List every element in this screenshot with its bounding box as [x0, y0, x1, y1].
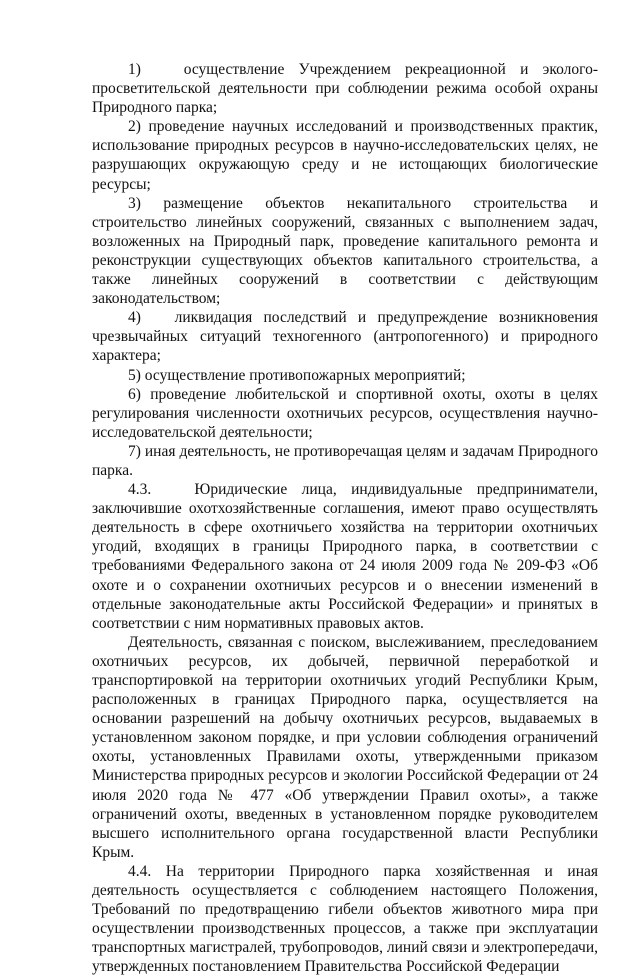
paragraph-item-6: 6) проведение любительской и спортивной охоты, охоты в целях регулирования численности охотничьих ресурсов, осуществления научно-исследовательской деятельности;: [92, 385, 598, 441]
paragraph-item-2: 2) проведение научных исследований и производственных практик, использование природных ресурсов в научно-исследовательских целях, не разрушающих окружающую среду и не истощающих биологические ресурсы;: [92, 118, 598, 193]
paragraph-4-4: 4.4. На территории Природного парка хозяйственная и иная деятельность осуществляется с соблюдением настоящего Положения, Требований по предотвращению гибели объектов животного мира при осуществлении производственных процессов, а также при эксплуатации транспортных магистралей, трубопроводов, линий связи и электропередачи, утвержденных постановлением Правительства Российской Федерации: [92, 862, 598, 976]
paragraph-item-7: 7) иная деятельность, не противоречащая целям и задачам Природного парка.: [92, 442, 598, 479]
paragraph-item-4: 4) ликвидация последствий и предупреждение возникновения чрезвычайных ситуаций техногенного (антропогенного) и природного характера;: [92, 309, 598, 365]
paragraph-4-3: 4.3. Юридические лица, индивидуальные предприниматели, заключившие охотхозяйственные соглашения, имеют право осуществлять деятельность в сфере охотничьего хозяйства на территории охотничьих угодий, входящих в границы Природного парка, в соответствии с требованиями Федерального закона от 24 июля 2009 года № 209-ФЗ «Об охоте и о сохранении охотничьих ресурсов и о внесении изменений в отдельные законодательные акты Российской Федерации» и принятых в соответствии с ним нормативных правовых актов.: [92, 481, 598, 632]
paragraph-item-5: 5) осуществление противопожарных мероприятий;: [128, 366, 466, 384]
paragraph-hunting-activity: Деятельность, связанная с поиском, выслеживанием, преследованием охотничьих ресурсов, их добычей, первичной переработкой и транспортировкой на территории охотничьих угодий Республики Крым, расположенных в границах Природного парка, осуществляется на основании разрешений на добычу охотничьих ресурсов, выдаваемых в установленном законом порядке, и при условии соблюдения ограничений охоты, установленных Правилами охоты, утвержденными приказом Министерства природных ресурсов и экологии Российской Федерации от 24 июля 2020 года № 477 «Об утверждении Правил охоты», а также ограничений охоты, введенных в установленном порядке руководителем высшего исполнительного органа государственной власти Республики Крым.: [92, 633, 598, 861]
paragraph-item-3: 3) размещение объектов некапитального строительства и строительство линейных сооружений, связанных с выполнением задач, возложенных на Природный парк, проведение капитального ремонта и реконструкции существующих объектов капитального строительства, а также линейных сооружений в соответствии с действующим законодательством;: [92, 194, 598, 308]
paragraph-item-1: 1) осуществление Учреждением рекреационной и эколого-просветительской деятельности при соблюдении режима особой охраны Природного парка;: [92, 61, 598, 117]
document-page: [92, 60, 598, 977]
